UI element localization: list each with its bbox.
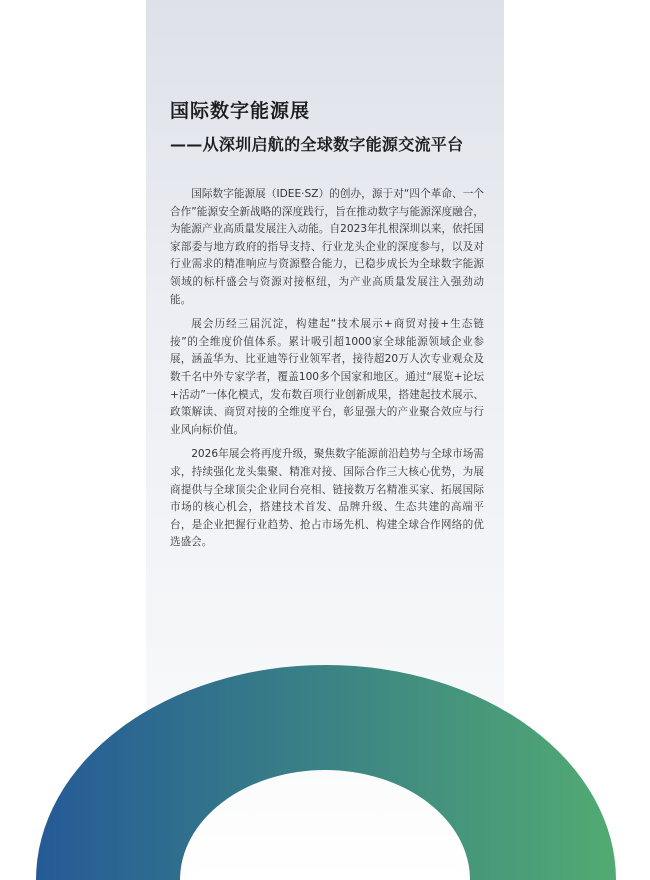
- page-title: 国际数字能源展: [170, 100, 311, 122]
- paragraph-2026: 2026年展会将再度升级，聚焦数字能源前沿趋势与全球市场需求，持续强化龙头集聚、精准对接、国际合作三大核心优势，为展商提供与全球顶尖企业同台亮相、链接数万名精准买家、拓展国际市场的核心机会，搭建技术首发、品牌升级、生态共建的高端平台，是企业把握行业趋势、抢占市场先机、构建全球合作网络的优选盛会。: [170, 448, 484, 549]
- body-text: [170, 186, 484, 559]
- paragraph-history: 展会历经三届沉淀，构建起“技术展示+商贸对接+生态链接”的全维度价值体系。累计吸引超1000家全球能源领域企业参展，涵盖华为、比亚迪等行业领军者，接待超20万人次专业观众及数千名中外专家学者，覆盖100多个国家和地区。通过“展览+论坛+活动”一体化模式，发布数百项行业创新成果，搭建起技术展示、政策解读、商贸对接的全维度平台，彰显强大的产业聚合效应与行业风向标价值。: [170, 318, 484, 436]
- title-block: [170, 98, 500, 156]
- page-subtitle: ——从深圳启航的全球数字能源交流平台: [170, 135, 464, 154]
- paragraph-intro: 国际数字能源展（IDEE·SZ）的创办，源于对“四个革命、一个合作”能源安全新战略的深度践行，旨在推动数字与能源深度融合，为能源产业高质量发展注入动能。自2023年扎根深圳以来，依托国家部委与地方政府的指导支持、行业龙头企业的深度参与，以及对行业需求的精准响应与资源整合能力，已稳步成长为全球数字能源领域的标杆盛会与资源对接枢纽，为产业高质量发展注入强劲动能。: [170, 188, 484, 306]
